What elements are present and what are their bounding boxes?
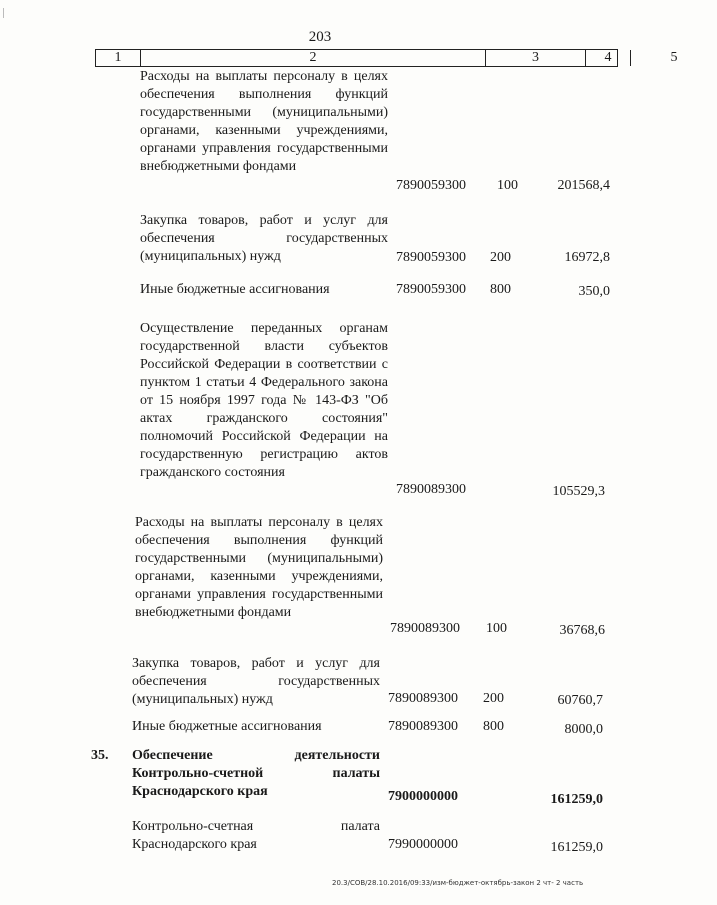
row-expense-type: 200 <box>490 250 511 265</box>
header-col-4: 4 <box>586 50 631 66</box>
header-col-3: 3 <box>486 50 586 66</box>
header-col-2: 2 <box>141 50 486 66</box>
row-description: Закупка товаров, работ и услуг для обеспечения государственных (муниципальных) нужд <box>132 656 380 707</box>
row-description: Расходы на выплаты персоналу в целях обеспечения выполнения функций государственными (муниципальными) органами, казенными учреждениями, органами управления государственными внебюджетными фондами <box>135 515 383 620</box>
row-target-code: 7890089300 <box>390 621 460 636</box>
row-target-code: 7890089300 <box>388 719 458 734</box>
row-expense-type: 100 <box>486 621 507 636</box>
row-description: Иные бюджетные ассигнования <box>132 719 322 734</box>
footer-stamp: 20.3/СОВ/28.10.2016/09:33/изм-бюджет-октябрь-закон 2 чт- 2 часть <box>332 879 584 887</box>
row-amount: 8000,0 <box>564 722 603 737</box>
row-target-code: 7900000000 <box>388 789 458 804</box>
row-expense-type: 800 <box>483 719 504 734</box>
row-description: Закупка товаров, работ и услуг для обеспечения государственных (муниципальных) нужд <box>140 213 388 264</box>
row-description: Обеспечение деятельности Контрольно-счетной палаты Краснодарского края <box>132 748 380 799</box>
row-target-code: 7890059300 <box>396 178 466 193</box>
row-amount: 36768,6 <box>559 623 605 638</box>
row-expense-type: 800 <box>490 282 511 297</box>
row-description: Контрольно-счетная палата Краснодарского края <box>132 819 380 852</box>
row-amount: 201568,4 <box>557 178 610 193</box>
row-expense-type: 100 <box>497 178 518 193</box>
row-expense-type: 200 <box>483 691 504 706</box>
page-number: 203 <box>308 29 332 45</box>
row-target-code: 7890089300 <box>388 691 458 706</box>
row-target-code: 7990000000 <box>388 837 458 852</box>
row-amount: 16972,8 <box>564 250 610 265</box>
row-amount: 105529,3 <box>552 484 605 499</box>
row-amount: 161259,0 <box>550 792 603 807</box>
header-col-1: 1 <box>96 50 141 66</box>
row-target-code: 7890059300 <box>396 282 466 297</box>
row-amount: 60760,7 <box>557 693 603 708</box>
header-col-5: 5 <box>670 50 678 65</box>
row-amount: 161259,0 <box>550 840 603 855</box>
row-amount: 350,0 <box>578 284 610 299</box>
table-header <box>95 49 678 67</box>
row-target-code: 7890059300 <box>396 250 466 265</box>
row-number: 35. <box>91 748 109 763</box>
row-target-code: 7890089300 <box>396 482 466 497</box>
margin-mark <box>3 8 4 18</box>
row-description: Осуществление переданных органам государственной власти субъектов Российской Федерации в соответствии с пунктом 1 статьи 4 Федерального закона от 15 ноября 1997 года № 143-ФЗ "Об актах гражданского состояния" полномочий Российской Федерации на государственную регистрацию актов гражданского состояния <box>140 321 388 480</box>
row-description: Иные бюджетные ассигнования <box>140 282 330 297</box>
row-description: Расходы на выплаты персоналу в целях обеспечения выполнения функций государственными (муниципальными) органами, казенными учреждениями, органами управления государственными внебюджетными фондами <box>140 69 388 174</box>
